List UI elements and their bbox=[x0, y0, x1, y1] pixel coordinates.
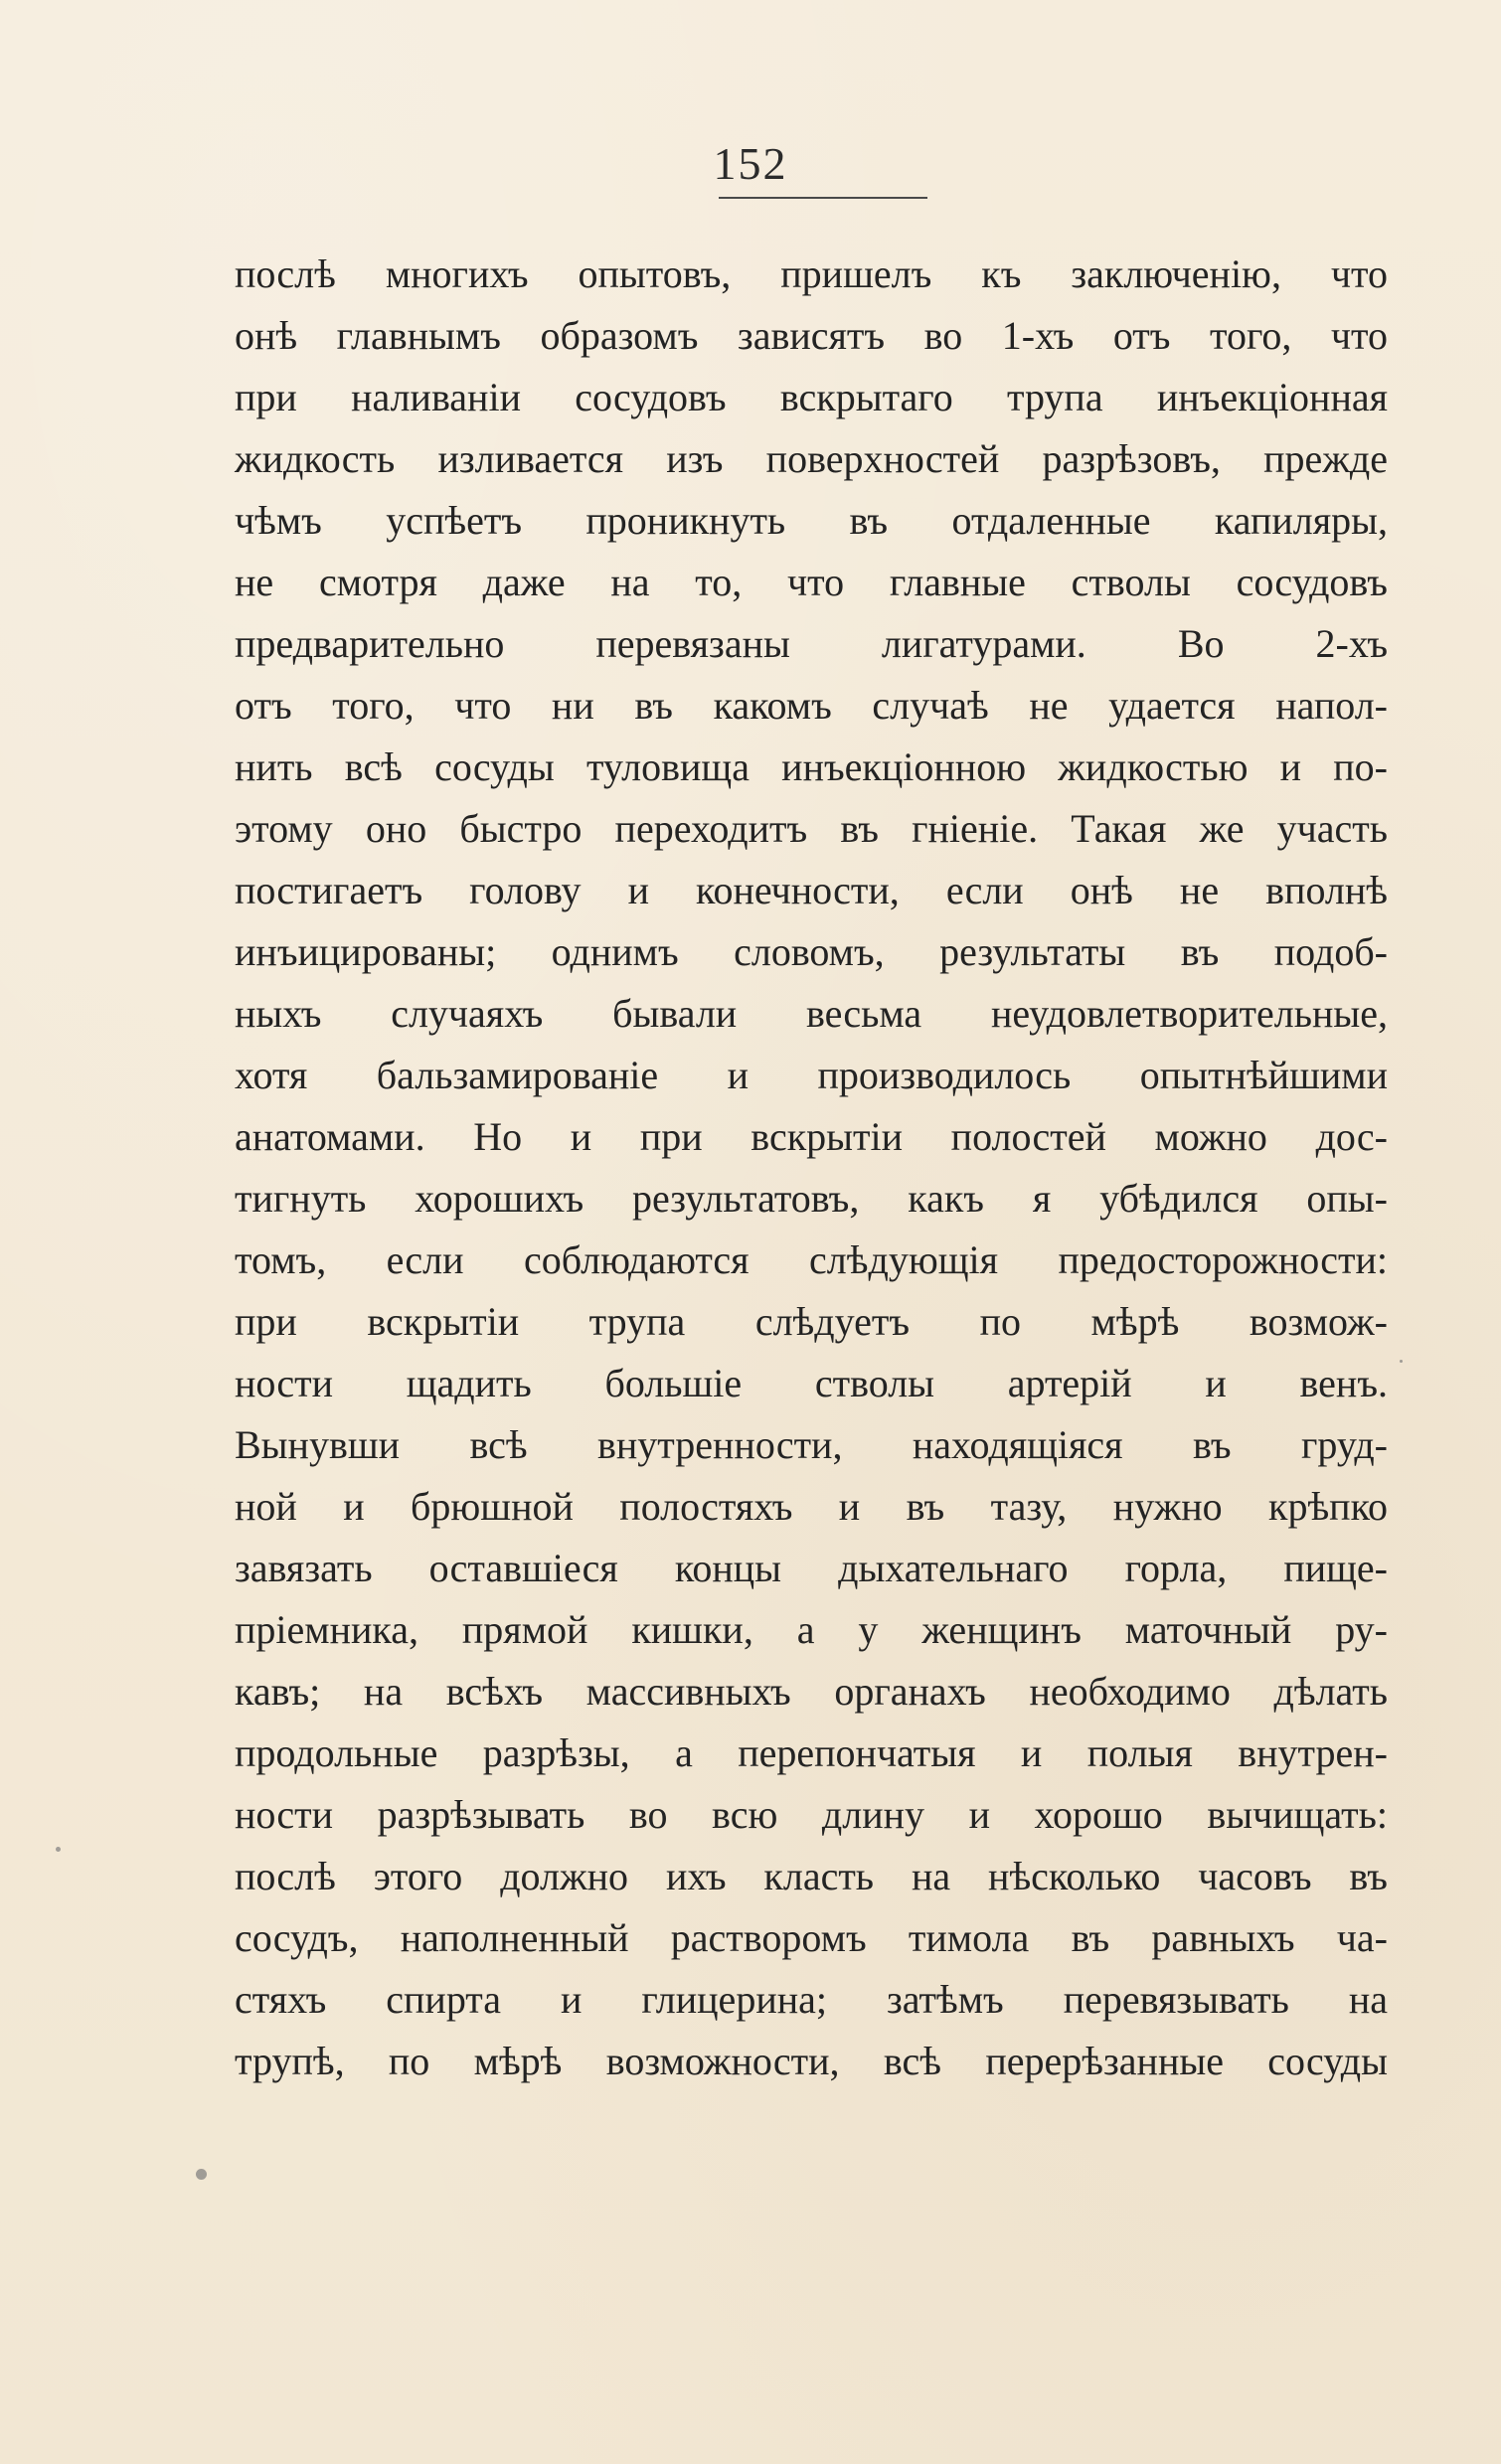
paper-speck bbox=[1400, 1360, 1403, 1363]
text-line: стяхъ спирта и глицерина; затѣмъ перевязывать на bbox=[235, 1977, 1388, 2022]
paper-speck bbox=[56, 1847, 61, 1852]
text-line: трупѣ, по мѣрѣ возможности, всѣ перерѣзанные сосуды bbox=[235, 2039, 1388, 2083]
text-line: ности разрѣзывать во всю длину и хорошо вычищать: bbox=[235, 1792, 1388, 1837]
text-line: хотя бальзамированіе и производилось опытнѣйшими bbox=[235, 1053, 1388, 1097]
text-line: ности щадить большіе стволы артерій и венъ. bbox=[235, 1361, 1388, 1405]
text-line: сосудъ, наполненный растворомъ тимола въ равныхъ ча- bbox=[235, 1915, 1388, 1960]
text-line: Вынувши всѣ внутренности, находящіяся въ груд- bbox=[235, 1422, 1388, 1467]
text-line: пріемника, прямой кишки, а у женщинъ маточный ру- bbox=[235, 1607, 1388, 1652]
text-line: ныхъ случаяхъ бывали весьма неудовлетворительные, bbox=[235, 991, 1388, 1036]
body-text bbox=[235, 244, 1388, 2092]
text-line: не смотря даже на то, что главные стволы сосудовъ bbox=[235, 560, 1388, 604]
text-line: продольные разрѣзы, а перепончатыя и полыя внутрен- bbox=[235, 1730, 1388, 1775]
text-line: тигнуть хорошихъ результатовъ, какъ я убѣдился опы- bbox=[235, 1176, 1388, 1221]
text-line: онѣ главнымъ образомъ зависятъ во 1-хъ отъ того, что bbox=[235, 313, 1388, 358]
text-line: этому оно быстро переходитъ въ гніеніе. Такая же участь bbox=[235, 806, 1388, 851]
text-line: ной и брюшной полостяхъ и въ тазу, нужно крѣпко bbox=[235, 1484, 1388, 1529]
text-line: томъ, если соблюдаются слѣдующія предосторожности: bbox=[235, 1237, 1388, 1282]
text-line: жидкость изливается изъ поверхностей разрѣзовъ, прежде bbox=[235, 436, 1388, 481]
page-number-rule bbox=[719, 197, 927, 199]
text-line: послѣ многихъ опытовъ, пришелъ къ заключенію, что bbox=[235, 251, 1388, 296]
text-line: при вскрытіи трупа слѣдуетъ по мѣрѣ возмож- bbox=[235, 1299, 1388, 1344]
text-line: отъ того, что ни въ какомъ случаѣ не удается напол- bbox=[235, 683, 1388, 728]
text-line: кавъ; на всѣхъ массивныхъ органахъ необходимо дѣлать bbox=[235, 1669, 1388, 1714]
text-line: чѣмъ успѣетъ проникнуть въ отдаленные капиляры, bbox=[235, 498, 1388, 543]
text-line: завязать оставшіеся концы дыхательнаго горла, пище- bbox=[235, 1546, 1388, 1590]
paper-speck bbox=[196, 2169, 207, 2180]
text-line: послѣ этого должно ихъ класть на нѣсколько часовъ въ bbox=[235, 1854, 1388, 1898]
text-line: при наливаніи сосудовъ вскрытаго трупа инъекціонная bbox=[235, 375, 1388, 419]
text-line: нить всѣ сосуды туловища инъекціонною жидкостью и по- bbox=[235, 744, 1388, 789]
text-line: постигаетъ голову и конечности, если онѣ не вполнѣ bbox=[235, 868, 1388, 912]
page-number: 152 bbox=[713, 138, 788, 189]
text-line: предварительно перевязаны лигатурами. Во 2-хъ bbox=[235, 621, 1388, 666]
text-line: инъицированы; однимъ словомъ, результаты въ подоб- bbox=[235, 929, 1388, 974]
text-line: анатомами. Но и при вскрытіи полостей можно дос- bbox=[235, 1114, 1388, 1159]
